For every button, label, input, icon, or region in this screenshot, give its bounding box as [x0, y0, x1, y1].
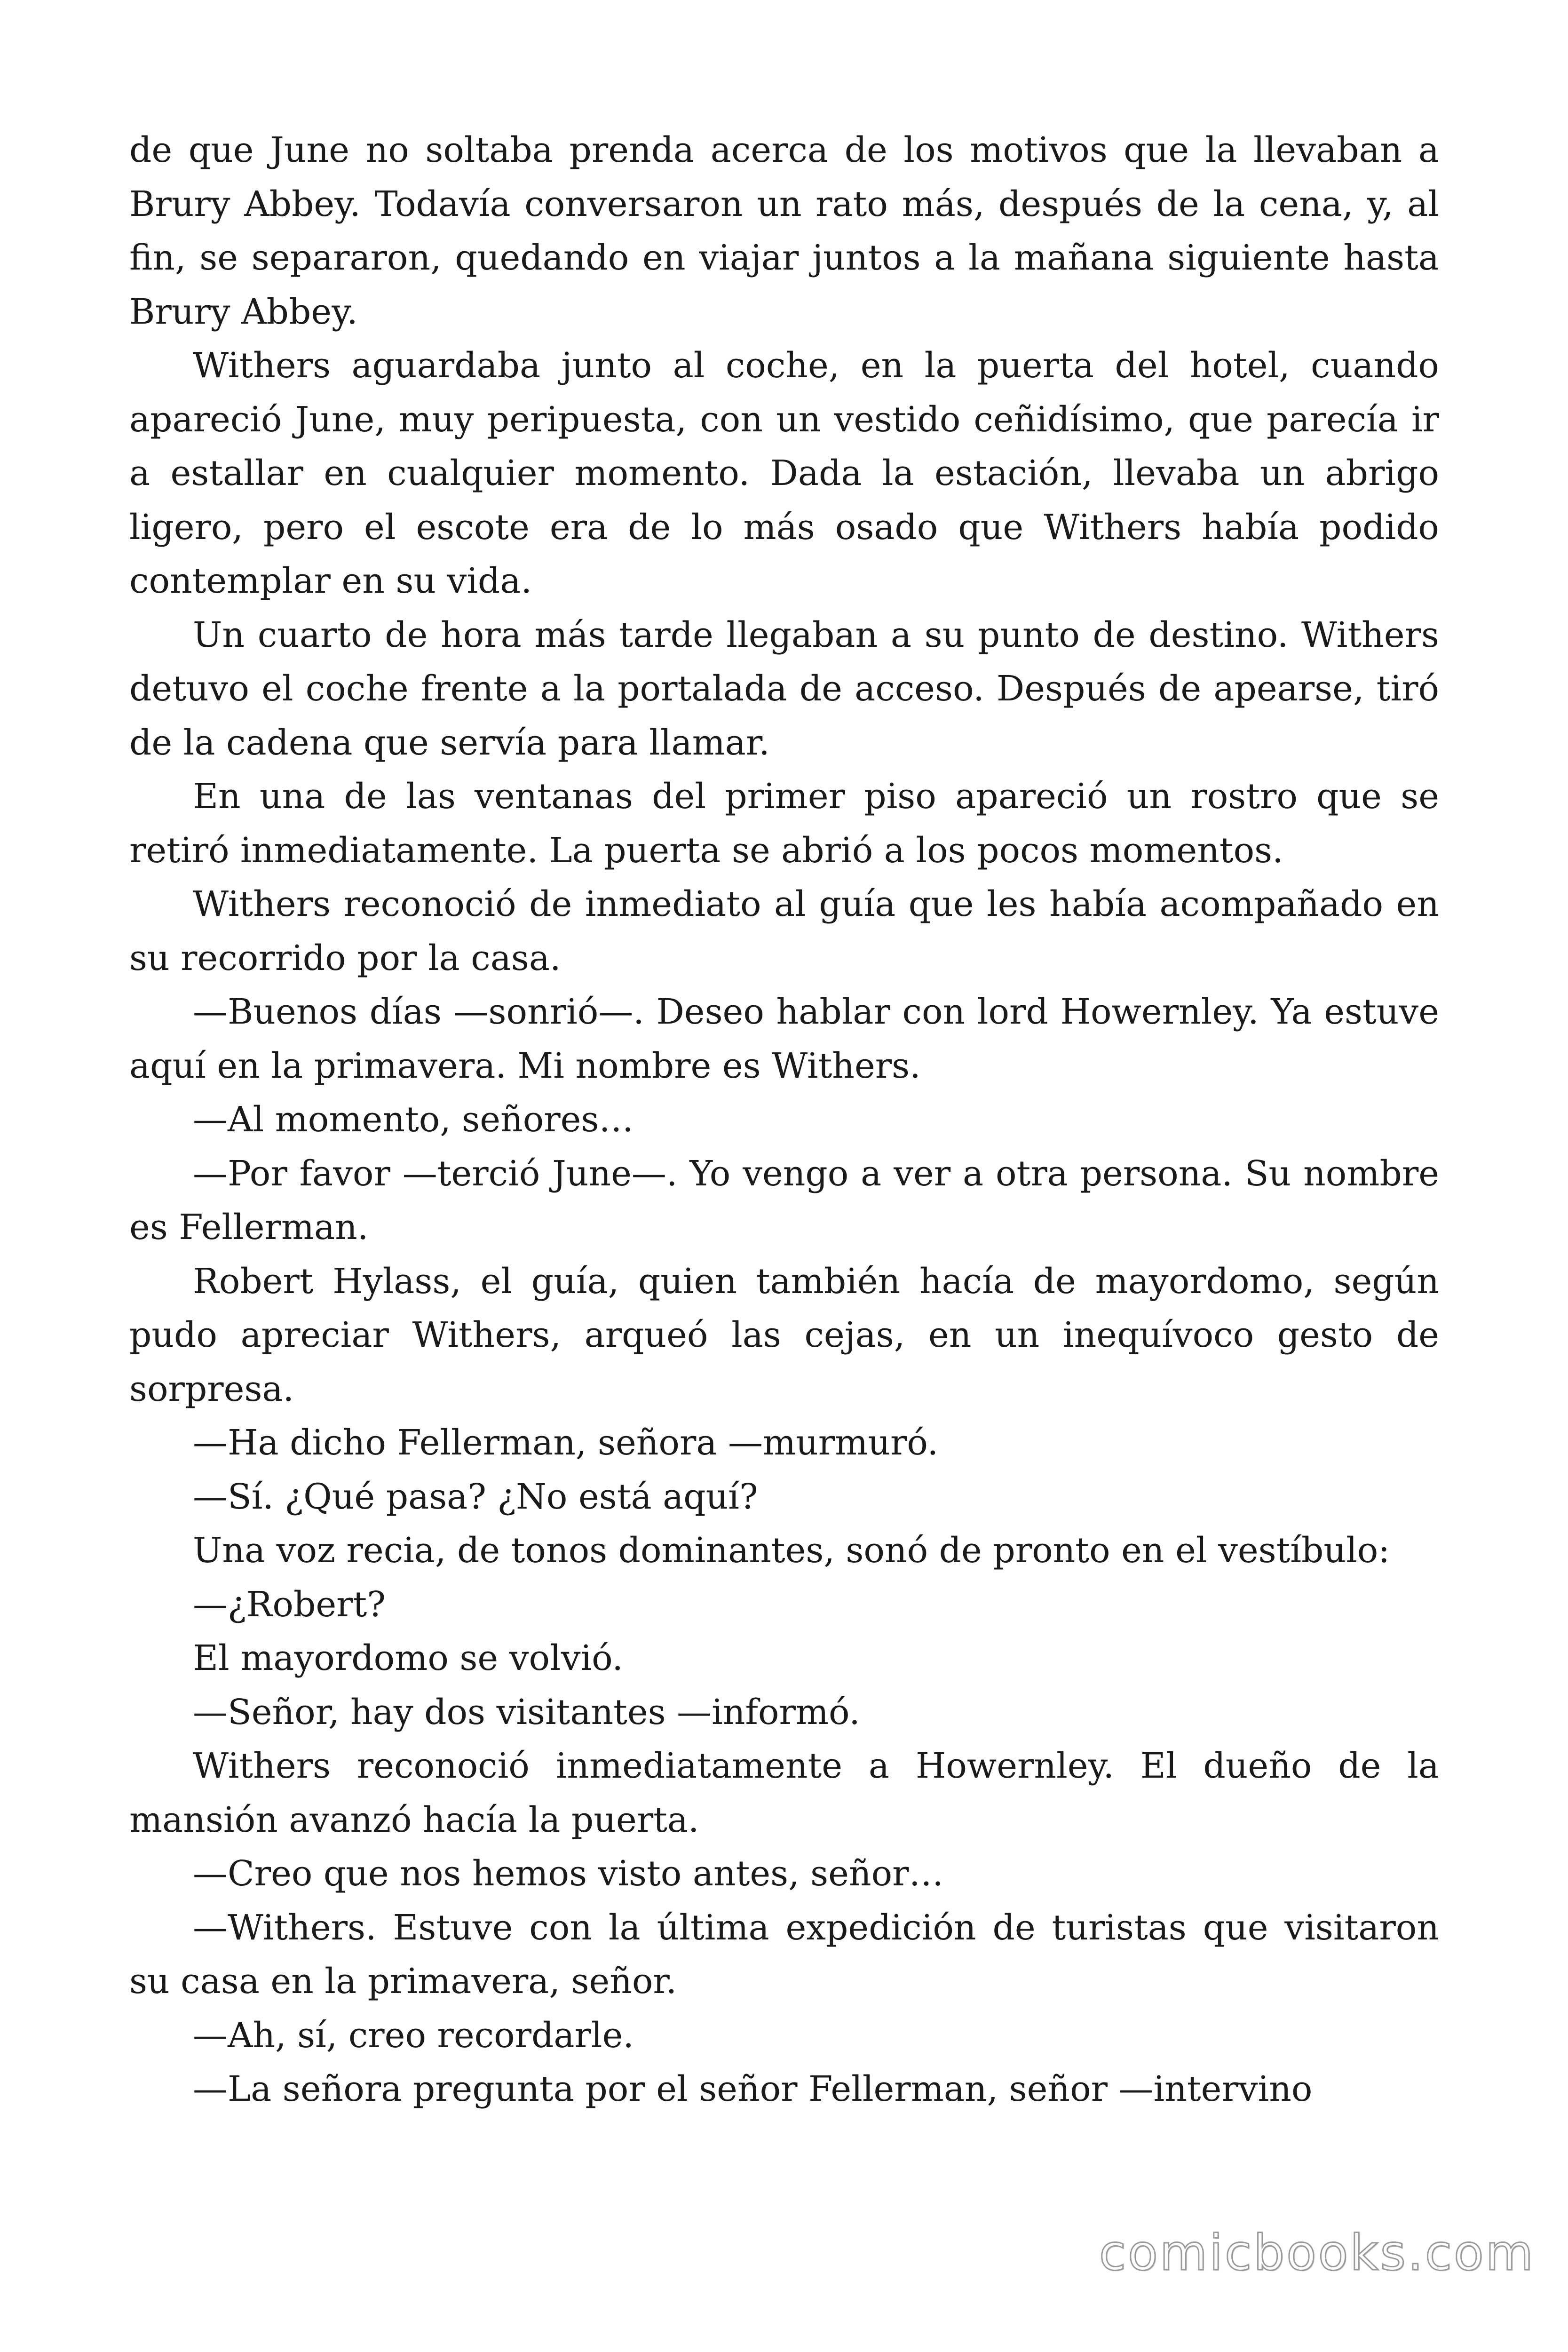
paragraph: —¿Robert?	[193, 1584, 386, 1625]
paragraph: —Creo que nos hemos visto antes, señor…	[193, 1853, 944, 1894]
paragraph: Una voz recia, de tonos dominantes, sonó de pronto en el vestíbulo:	[193, 1530, 1390, 1571]
paragraph: —Al momento, señores…	[193, 1099, 634, 1140]
paragraph: —Buenos días —sonrió—. Deseo hablar con lord Howernley. Ya estuve aquí en la primavera. Mi nombre es Withers.	[129, 992, 1439, 1086]
paragraph: En una de las ventanas del primer piso apareció un rostro que se retiró inmediatamente. La puerta se abrió a los pocos momentos.	[129, 776, 1439, 871]
paragraph: de que June no soltaba prenda acerca de los motivos que la llevaban a Brury Abbey. Todavía conversaron un rato más, después de la cena, y, al fin, se separaron, quedando en viajar juntos a la mañana siguiente hasta Brury Abbey.	[129, 130, 1439, 332]
paragraph: —Withers. Estuve con la última expedición de turistas que visitaron su casa en la primavera, señor.	[129, 1907, 1439, 2002]
paragraph: Un cuarto de hora más tarde llegaban a su punto de destino. Withers detuvo el coche frente a la portalada de acceso. Después de apearse, tiró de la cadena que servía para llamar.	[129, 614, 1439, 763]
paragraph: —Ha dicho Fellerman, señora —murmuró.	[193, 1422, 939, 1463]
paragraph: —Ah, sí, creo recordarle.	[193, 2015, 634, 2056]
paragraph: —Señor, hay dos visitantes —informó.	[193, 1692, 860, 1732]
paragraph: —La señora pregunta por el señor Fellerman, señor —intervino	[193, 2069, 1313, 2109]
watermark: comicbooks.com	[1099, 2224, 1535, 2281]
paragraph: Withers reconoció de inmediato al guía que les había acompañado en su recorrido por la casa.	[129, 884, 1439, 978]
paragraph: Robert Hylass, el guía, quien también hacía de mayordomo, según pudo apreciar Withers, arqueó las cejas, en un inequívoco gesto de sorpresa.	[129, 1261, 1439, 1409]
paragraph: Withers reconoció inmediatamente a Howernley. El dueño de la mansión avanzó hacía la puerta.	[129, 1746, 1439, 1840]
paragraph: —Por favor —terció June—. Yo vengo a ver a otra persona. Su nombre es Fellerman.	[129, 1153, 1439, 1248]
paragraph: Withers aguardaba junto al coche, en la puerta del hotel, cuando apareció June, muy peripuesta, con un vestido ceñidísimo, que parecía ir a estallar en cualquier momento. Dada la estación, llevaba un abrigo ligero, pero el escote era de lo más osado que Withers había podido contemplar en su vida.	[129, 345, 1439, 601]
paragraph: El mayordomo se volvió.	[193, 1638, 623, 1678]
paragraph: —Sí. ¿Qué pasa? ¿No está aquí?	[193, 1476, 758, 1517]
body-text	[129, 123, 1439, 2116]
